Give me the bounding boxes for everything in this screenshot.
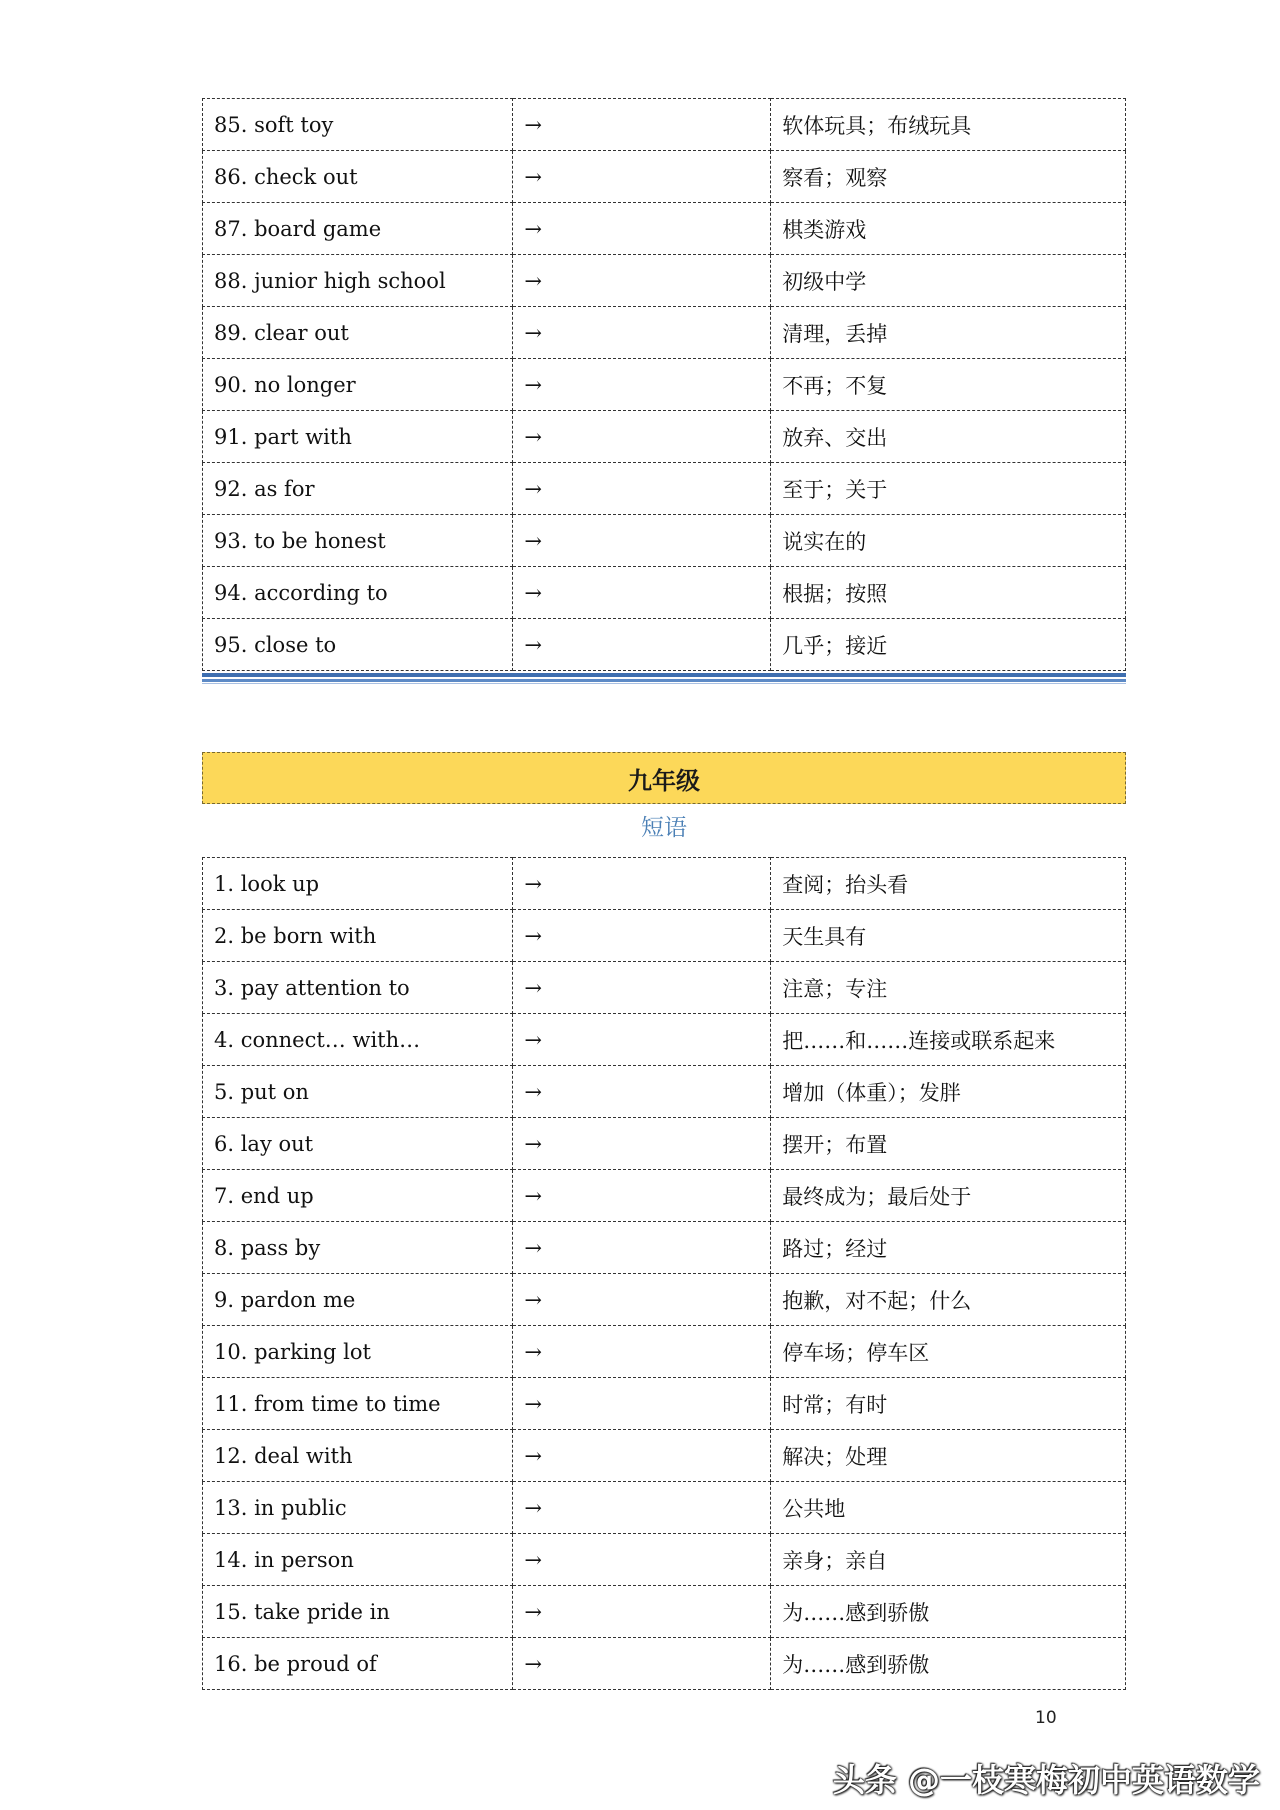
arrow-icon: → xyxy=(513,1482,771,1534)
arrow-icon: → xyxy=(513,1170,771,1222)
phrase-row xyxy=(203,858,1126,910)
arrow-icon: → xyxy=(513,1118,771,1170)
phrase-english: 94. according to xyxy=(203,567,513,619)
arrow-icon: → xyxy=(513,203,771,255)
phrase-chinese: 增加（体重）；发胖 xyxy=(771,1066,1126,1118)
phrase-chinese: 摆开；布置 xyxy=(771,1118,1126,1170)
phrase-row xyxy=(203,1170,1126,1222)
phrase-chinese: 把……和……连接或联系起来 xyxy=(771,1014,1126,1066)
arrow-icon: → xyxy=(513,1222,771,1274)
divider-line xyxy=(202,679,1126,682)
arrow-icon: → xyxy=(513,1586,771,1638)
phrase-english: 15. take pride in xyxy=(203,1586,513,1638)
phrase-chinese: 说实在的 xyxy=(771,515,1126,567)
phrase-english: 87. board game xyxy=(203,203,513,255)
phrase-english: 11. from time to time xyxy=(203,1378,513,1430)
phrase-row xyxy=(203,151,1126,203)
phrase-chinese: 初级中学 xyxy=(771,255,1126,307)
phrase-row xyxy=(203,1066,1126,1118)
phrase-english: 13. in public xyxy=(203,1482,513,1534)
phrase-row xyxy=(203,619,1126,671)
grade8-phrase-table xyxy=(202,98,1126,671)
arrow-icon: → xyxy=(513,359,771,411)
phrase-chinese: 最终成为；最后处于 xyxy=(771,1170,1126,1222)
watermark: 头条 @一枝寒梅初中英语数学 xyxy=(832,1761,1260,1799)
phrase-row xyxy=(203,463,1126,515)
arrow-icon: → xyxy=(513,1430,771,1482)
phrase-english: 86. check out xyxy=(203,151,513,203)
phrase-chinese: 放弃、交出 xyxy=(771,411,1126,463)
phrase-chinese: 棋类游戏 xyxy=(771,203,1126,255)
phrase-chinese: 为……感到骄傲 xyxy=(771,1638,1126,1690)
phrase-english: 95. close to xyxy=(203,619,513,671)
arrow-icon: → xyxy=(513,1274,771,1326)
phrase-english: 1. look up xyxy=(203,858,513,910)
phrase-english: 89. clear out xyxy=(203,307,513,359)
phrase-chinese: 查阅；抬头看 xyxy=(771,858,1126,910)
arrow-icon: → xyxy=(513,910,771,962)
phrase-row xyxy=(203,1326,1126,1378)
grade8-phrase-table-body xyxy=(203,99,1126,671)
grade9-phrase-table xyxy=(202,857,1126,1690)
phrase-english: 88. junior high school xyxy=(203,255,513,307)
phrase-row xyxy=(203,99,1126,151)
arrow-icon: → xyxy=(513,858,771,910)
phrase-chinese: 注意；专注 xyxy=(771,962,1126,1014)
phrase-row xyxy=(203,1638,1126,1690)
phrase-english: 14. in person xyxy=(203,1534,513,1586)
phrase-english: 4. connect… with… xyxy=(203,1014,513,1066)
arrow-icon: → xyxy=(513,1534,771,1586)
arrow-icon: → xyxy=(513,1326,771,1378)
phrase-row xyxy=(203,910,1126,962)
phrase-english: 90. no longer xyxy=(203,359,513,411)
phrase-chinese: 亲身；亲自 xyxy=(771,1534,1126,1586)
phrase-chinese: 时常；有时 xyxy=(771,1378,1126,1430)
grade9-phrase-table-body xyxy=(203,858,1126,1690)
arrow-icon: → xyxy=(513,962,771,1014)
arrow-icon: → xyxy=(513,567,771,619)
phrase-row xyxy=(203,359,1126,411)
phrase-row xyxy=(203,1222,1126,1274)
phrase-row xyxy=(203,255,1126,307)
phrase-row xyxy=(203,1586,1126,1638)
phrase-english: 93. to be honest xyxy=(203,515,513,567)
arrow-icon: → xyxy=(513,1378,771,1430)
phrase-chinese: 路过；经过 xyxy=(771,1222,1126,1274)
section-divider xyxy=(202,673,1126,685)
phrase-chinese: 软体玩具；布绒玩具 xyxy=(771,99,1126,151)
arrow-icon: → xyxy=(513,515,771,567)
phrase-chinese: 天生具有 xyxy=(771,910,1126,962)
phrase-row xyxy=(203,307,1126,359)
arrow-icon: → xyxy=(513,1638,771,1690)
phrase-english: 6. lay out xyxy=(203,1118,513,1170)
phrase-english: 91. part with xyxy=(203,411,513,463)
phrase-english: 7. end up xyxy=(203,1170,513,1222)
phrase-row xyxy=(203,1118,1126,1170)
phrase-chinese: 不再；不复 xyxy=(771,359,1126,411)
phrase-chinese: 清理，丢掉 xyxy=(771,307,1126,359)
phrase-chinese: 察看；观察 xyxy=(771,151,1126,203)
phrase-row xyxy=(203,1378,1126,1430)
arrow-icon: → xyxy=(513,255,771,307)
section-subhead: 短语 xyxy=(641,815,687,841)
phrase-english: 85. soft toy xyxy=(203,99,513,151)
phrase-chinese: 停车场；停车区 xyxy=(771,1326,1126,1378)
arrow-icon: → xyxy=(513,463,771,515)
phrase-row xyxy=(203,1482,1126,1534)
phrase-row xyxy=(203,203,1126,255)
phrase-chinese: 根据；按照 xyxy=(771,567,1126,619)
phrase-row xyxy=(203,515,1126,567)
phrase-chinese: 至于；关于 xyxy=(771,463,1126,515)
phrase-english: 8. pass by xyxy=(203,1222,513,1274)
page-number: 10 xyxy=(1035,1708,1057,1728)
phrase-row xyxy=(203,1534,1126,1586)
phrase-english: 2. be born with xyxy=(203,910,513,962)
phrase-row xyxy=(203,1014,1126,1066)
arrow-icon: → xyxy=(513,151,771,203)
phrase-english: 5. put on xyxy=(203,1066,513,1118)
arrow-icon: → xyxy=(513,1066,771,1118)
grade-banner: 九年级 xyxy=(202,752,1126,804)
phrase-row xyxy=(203,567,1126,619)
phrase-english: 12. deal with xyxy=(203,1430,513,1482)
phrase-english: 92. as for xyxy=(203,463,513,515)
phrase-english: 3. pay attention to xyxy=(203,962,513,1014)
phrase-english: 16. be proud of xyxy=(203,1638,513,1690)
phrase-chinese: 抱歉，对不起；什么 xyxy=(771,1274,1126,1326)
phrase-row xyxy=(203,1430,1126,1482)
phrase-english: 9. pardon me xyxy=(203,1274,513,1326)
arrow-icon: → xyxy=(513,411,771,463)
arrow-icon: → xyxy=(513,307,771,359)
arrow-icon: → xyxy=(513,99,771,151)
phrase-row xyxy=(203,1274,1126,1326)
divider-line xyxy=(202,683,1126,684)
phrase-row xyxy=(203,962,1126,1014)
arrow-icon: → xyxy=(513,1014,771,1066)
phrase-chinese: 公共地 xyxy=(771,1482,1126,1534)
phrase-chinese: 解决；处理 xyxy=(771,1430,1126,1482)
phrase-english: 10. parking lot xyxy=(203,1326,513,1378)
phrase-chinese: 几乎；接近 xyxy=(771,619,1126,671)
phrase-chinese: 为……感到骄傲 xyxy=(771,1586,1126,1638)
divider-line xyxy=(202,673,1126,677)
phrase-row xyxy=(203,411,1126,463)
arrow-icon: → xyxy=(513,619,771,671)
